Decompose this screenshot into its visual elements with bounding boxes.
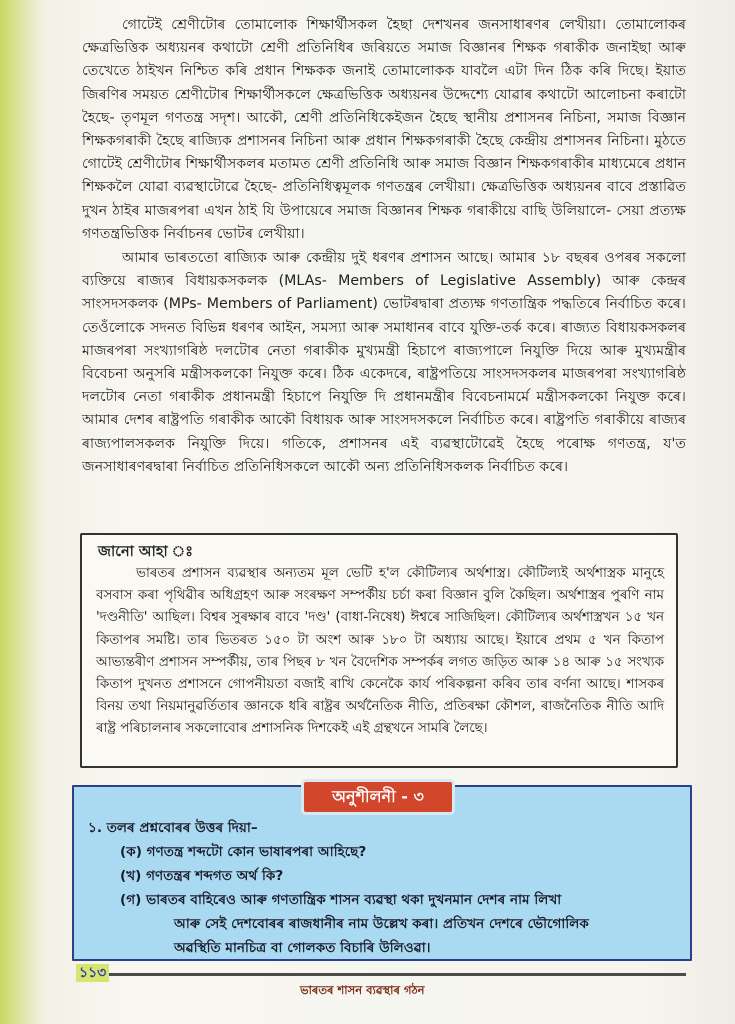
paragraph-2: আমাৰ ভাৰততো ৰাজ্যিক আৰু কেন্দ্ৰীয় দুই ধৰণৰ প্ৰশাসন আছে। আমাৰ ১৮ বছৰৰ ওপৰৰ সকলো ব্যক্তিয়ে ৰাজ্যৰ বিধায়কসকলক (MLAs- Members of Legislative Assembly) আৰু কেন্দ্ৰৰ সাংসদসকলক (MPs- Members of Parliament) ভোটৰদ্বাৰা প্ৰত্যক্ষ গণতান্ত্ৰিক পদ্ধতিৰে নিৰ্বাচিত কৰে। তেওঁলোকে সদনত বিভিন্ন ধৰণৰ আইন, সমস্যা আৰু সমাধানৰ বাবে যুক্তি-তৰ্ক কৰে। ৰাজ্যত বিধায়কসকলৰ মাজৰপৰা সংখ্যাগৰিষ্ঠ দলটোৰ নেতা গৰাকীক মুখ্যমন্ত্ৰী হিচাপে ৰাজ্যপালে নিযুক্তি দিয়ে আৰু মুখ্যমন্ত্ৰীৰ বিবেচনা অনুসৰি মন্ত্ৰীসকলকো নিযুক্ত কৰে। ঠিক একেদৰে, ৰাষ্ট্ৰপতিয়ে সাংসদসকলৰ মাজৰপৰা সংখ্যাগৰিষ্ঠ দলটোৰ নেতা গৰাকীক প্ৰধানমন্ত্ৰী হিচাপে নিযুক্তি দি প্ৰধানমন্ত্ৰীৰ বিবেচনামৰ্মে মন্ত্ৰীসকলকো নিযুক্ত কৰে। আমাৰ দেশৰ ৰাষ্ট্ৰপতি গৰাকীক আকৌ বিধায়ক আৰু সাংসদসকলে নিৰ্বাচিত কৰে। ৰাষ্ট্ৰপতি গৰাকীয়ে ৰাজ্যৰ ৰাজ্যপালসকলক নিযুক্তি দিয়ে। গতিকে, প্ৰশাসনৰ এই ব্যৱস্থাটোৱেই হৈছে পৰোক্ষ গণতন্ত্ৰ, য'ত জনসাধাৰণৰদ্বাৰা নিৰ্বাচিত প্ৰতিনিধিসকলে আকৌ অন্য প্ৰতিনিধিসকলক নিৰ্বাচিত কৰে। bbox=[82, 250, 686, 475]
footer-title: ভাৰতৰ শাসন ব্যৱস্থাৰ গঠন bbox=[300, 983, 425, 997]
know-more-box bbox=[80, 533, 678, 768]
exercise-question: ১. তলৰ প্ৰশ্নবোৰৰ উত্তৰ দিয়া– bbox=[88, 820, 258, 836]
know-more-text: ভাৰতৰ প্ৰশাসন ব্যৱস্থাৰ অন্যতম মূল ভেটি হ'ল কৌটিল্যৰ অৰ্থশাস্ত্ৰ। কৌটিল্যই অৰ্থশাস্ত্ৰক মানুহে বসবাস কৰা পৃথিৱীৰ অধিগ্ৰহণ আৰু সংৰক্ষণ সম্পৰ্কীয় চৰ্চা কৰা বিজ্ঞান বুলি কৈছিল। অৰ্থশাস্ত্ৰৰ পুৰণি নাম 'দণ্ডনীতি' আছিল। বিশ্বৰ সুৰক্ষাৰ বাবে 'দণ্ড' (বাধা-নিষেধ) ঈশ্বৰে সাজিছিল। কৌটিল্যৰ অৰ্থশাস্ত্ৰখন ১৫ খন কিতাপৰ সমষ্টি। তাৰ ভিতৰত ১৫০ টা অংশ আৰু ১৮০ টা অধ্যায় আছে। ইয়াৰে প্ৰথম ৫ খন কিতাপ আভ্যন্তৰীণ প্ৰশাসন সম্পৰ্কীয়, তাৰ পিছৰ ৮ খন বৈদেশিক সম্পৰ্কৰ লগত জড়িত আৰু ১৪ আৰু ১৫ সংখ্যক কিতাপ দুখনত প্ৰশাসনে গোপনীয়তা বজাই ৰাখি কেনেকৈ কাৰ্য পৰিকল্পনা কৰিব তাৰ বৰ্ণনা আছে। শাসকৰ বিনয় তথা নিয়মানুৱৰ্তিতাৰ জ্ঞানকে ধৰি ৰাষ্ট্ৰৰ অৰ্থনৈতিক নীতি, প্ৰতিৰক্ষা কৌশল, ৰাজনৈতিক নীতি আদি ৰাষ্ট্ৰ পৰিচালনাৰ সকলোবোৰ প্ৰশাসনিক দিশকেই এই গ্ৰন্থখনে সামৰি লৈছে। bbox=[96, 566, 664, 737]
know-more-heading: জানো আহা ঃ bbox=[98, 544, 193, 560]
footer-divider bbox=[80, 973, 686, 976]
exercise-item-ga-line-2: আৰু সেই দেশবোৰৰ ৰাজধানীৰ নাম উল্লেখ কৰা। প্ৰতিখন দেশৰে ভৌগোলিক bbox=[174, 916, 589, 932]
exercise-box bbox=[72, 785, 692, 961]
exercise-item-ga-line-3: অৱস্থিতি মানচিত্ৰ বা গোলকত বিচাৰি উলিওৱা। bbox=[174, 940, 431, 956]
exercise-item-ga: (গ) ভাৰতৰ বাহিৰেও আৰু গণতান্ত্ৰিক শাসন ব্যৱস্থা থকা দুখনমান দেশৰ নাম লিখা bbox=[120, 892, 562, 908]
paragraph-1: গোটেই শ্রেণীটোৰ তোমালোক শিক্ষাৰ্থীসকল হৈছা দেশখনৰ জনসাধাৰণৰ লেখীয়া। তোমালোকৰ ক্ষেত্ৰভিত্তিক অধ্যয়নৰ কথাটো শ্ৰেণী প্ৰতিনিধিৰ জৰিয়তে সমাজ বিজ্ঞানৰ শিক্ষক গৰাকীক জনাইছা আৰু তেখেতে ঠাইখন নিশ্চিত কৰি প্ৰধান শিক্ষকক জনাই তোমালোকক যাবলৈ এটা দিন ঠিক কৰি দিছে। ইয়াত জিৰণিৰ সময়ত শ্ৰেণীটোৰ শিক্ষাৰ্থীসকলে ক্ষেত্ৰভিত্তিক অধ্যয়নৰ উদ্দেশ্যে যোৱাৰ কথাটো আলোচনা কৰাটো হৈছে- তৃণমূল গণতন্ত্ৰ সদৃশ। আকৌ, শ্ৰেণী প্ৰতিনিধিকেইজন হৈছে স্থানীয় প্ৰশাসনৰ নিচিনা, সমাজ বিজ্ঞান শিক্ষকগৰাকী হৈছে ৰাজ্যিক প্ৰশাসনৰ নিচিনা আৰু প্ৰধান শিক্ষকগৰাকী হৈছে কেন্দ্ৰীয় প্ৰশাসনৰ নিচিনা। মুঠতে গোটেই শ্ৰেণীটোৰ শিক্ষাৰ্থীসকলৰ মতামত শ্ৰেণী প্ৰতিনিধি আৰু সমাজ বিজ্ঞান শিক্ষকগৰাকীৰ মাধ্যমেৰে প্ৰধান শিক্ষকলৈ যোৱা ব্যৱস্থাটোৱে হৈছে- প্ৰতিনিধিত্বমূলক গণতন্ত্ৰৰ লেখীয়া। ক্ষেত্ৰভিত্তিক অধ্যয়নৰ বাবে প্ৰস্তাৱিত দুখন ঠাইৰ মাজৰপৰা এখন ঠাই যি উপায়েৰে সমাজ বিজ্ঞানৰ শিক্ষক গৰাকীয়ে বাছি উলিয়ালে- সেয়া প্ৰত্যক্ষ গণতন্ত্ৰভিত্তিক নিৰ্বাচনৰ ভোটৰ লেখীয়া। bbox=[82, 17, 686, 242]
page-number: ১১৩ bbox=[76, 964, 109, 982]
exercise-item-ka: (ক) গণতন্ত্ৰ শব্দটো কোন ভাষাৰপৰা আহিছে? bbox=[120, 844, 367, 860]
exercise-title: অনুশীলনী - ৩ bbox=[304, 782, 452, 812]
body-text bbox=[82, 14, 686, 480]
exercise-item-kha: (খ) গণতন্ত্ৰৰ শব্দগত অৰ্থ কি? bbox=[120, 868, 284, 884]
